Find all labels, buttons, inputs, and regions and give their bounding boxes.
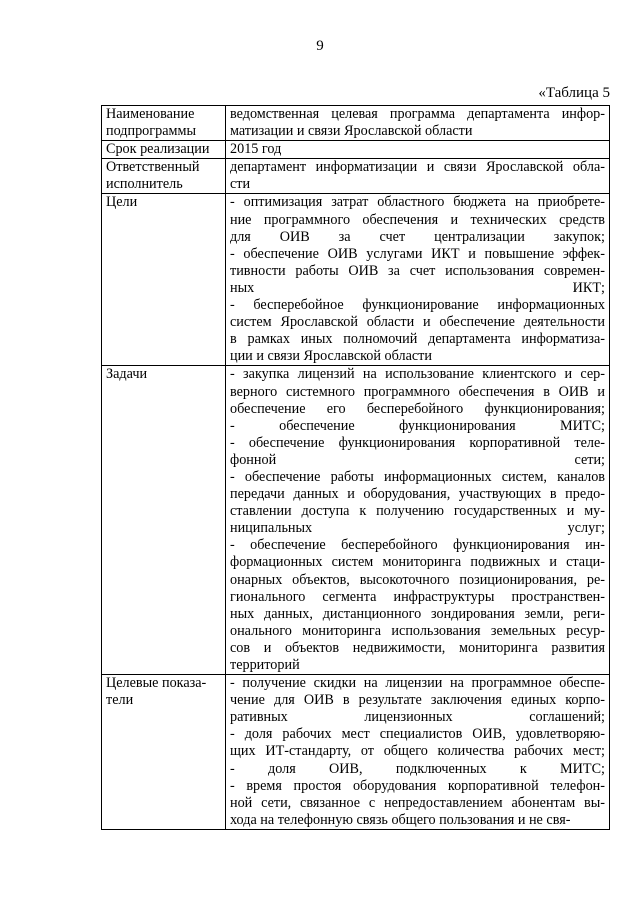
row-label [102, 366, 226, 675]
table-row [102, 106, 610, 141]
row-label-line: тели [106, 692, 134, 709]
row-content-line: тивности работы ОИВ за счет использования современ- [230, 262, 605, 279]
table-row [102, 194, 610, 366]
row-content-line: территорий [230, 657, 300, 673]
row-label-line: Целевые показа- [106, 675, 207, 692]
table-row [102, 675, 610, 830]
row-label [102, 675, 226, 830]
row-content [226, 194, 610, 366]
row-content-line: - получение скидки на лицензии на программное обеспе- [230, 675, 605, 692]
row-content-line: ние программного обеспечения и технических средств [230, 211, 605, 228]
row-label [102, 141, 226, 159]
row-content-line: ниципальных услуг; [230, 520, 605, 537]
row-content-line: ных ИКТ; [230, 279, 605, 296]
row-content-line: онарных объектов, высокоточного позиционирования, ре- [230, 571, 605, 588]
row-label-line: Цели [106, 194, 138, 211]
row-content-line: - закупка лицензий на использование клиентского и сер- [230, 366, 605, 383]
subprogram-table [101, 105, 610, 830]
row-content-line: ведомственная целевая программа департамента инфор- [230, 106, 605, 122]
row-content-line: ции и связи Ярославской области [230, 348, 432, 365]
row-label-line: Наименование [106, 106, 195, 122]
row-content [226, 159, 610, 194]
row-content-line: матизации и связи Ярославской области [230, 123, 473, 140]
row-label [102, 194, 226, 366]
row-label-line: подпрограммы [106, 123, 196, 140]
row-content-line: - обеспечение функционирования корпоративной теле- [230, 434, 605, 451]
page-number: 9 [316, 38, 324, 54]
row-content-line: сов и объектов недвижимости, мониторинга развития [230, 639, 605, 656]
row-label-line: Ответственный [106, 159, 200, 176]
row-content [226, 106, 610, 141]
row-content-line: ративных лицензионных соглашений; [230, 709, 605, 726]
row-content [226, 675, 610, 830]
table-row [102, 366, 610, 675]
row-content [226, 366, 610, 675]
row-content-line: формационных систем мониторинга подвижных и стаци- [230, 554, 605, 571]
table-row [102, 141, 610, 159]
row-content-line: - время простоя оборудования корпоративной телефон- [230, 777, 605, 794]
row-content-line: департамент информатизации и связи Ярославской обла- [230, 159, 605, 176]
row-content [226, 141, 610, 159]
row-content-line: - обеспечение функционирования МИТС; [230, 417, 605, 434]
row-content-line: сти [230, 176, 251, 193]
row-content-line: чение для ОИВ в результате заключения единых корпо- [230, 692, 605, 709]
table-row [102, 159, 610, 194]
row-label-line: исполнитель [106, 176, 183, 193]
row-content-line: - бесперебойное функционирование информационных [230, 297, 605, 314]
row-content-line: - обеспечение работы информационных систем, каналов [230, 468, 605, 485]
row-label-line: Срок реализации [106, 141, 210, 158]
row-content-line: щих ИТ-стандарту, от общего количества рабочих мест; [230, 743, 605, 760]
row-content-line: онального мониторинга использования земельных ресур- [230, 622, 605, 639]
row-content-line: верного системного программного обеспечения в ОИВ и [230, 383, 605, 400]
row-label-line: Задачи [106, 366, 148, 383]
row-label [102, 159, 226, 194]
row-content-line: передачи данных и оборудования, участвующих в предо- [230, 486, 605, 503]
row-content-line: - обеспечение бесперебойного функционирования ин- [230, 537, 605, 554]
row-content-line: хода на телефонную связь общего пользования и не свя- [230, 811, 571, 828]
row-content-line: - доля рабочих мест специалистов ОИВ, удовлетворяю- [230, 726, 605, 743]
row-content-line: - доля ОИВ, подключенных к МИТС; [230, 760, 605, 777]
row-content-line: ных данных, дистанционного зондирования земли, реги- [230, 605, 605, 622]
row-content-line: - оптимизация затрат областного бюджета на приобрете- [230, 194, 605, 211]
row-content-line: ной сети, связанное с непредоставлением абонентам вы- [230, 794, 605, 811]
table-caption: «Таблица 5 [538, 85, 610, 101]
row-content-line: в рамках иных полномочий департамента информатиза- [230, 331, 605, 348]
row-content-line: гионального сегмента инфраструктуры пространствен- [230, 588, 605, 605]
row-content-line: обеспечение его бесперебойного функционирования; [230, 400, 605, 417]
row-content-line: фонной сети; [230, 451, 605, 468]
row-content-line: для ОИВ за счет централизации закупок; [230, 228, 605, 245]
row-content-line: ставлении доступа к получению государственных и му- [230, 503, 605, 520]
row-content-line: систем Ярославской области и обеспечение деятельности [230, 314, 605, 331]
row-content-line: - обеспечение ОИВ услугами ИКТ и повышение эффек- [230, 245, 605, 262]
row-label [102, 106, 226, 141]
row-content-line: 2015 год [230, 141, 282, 158]
